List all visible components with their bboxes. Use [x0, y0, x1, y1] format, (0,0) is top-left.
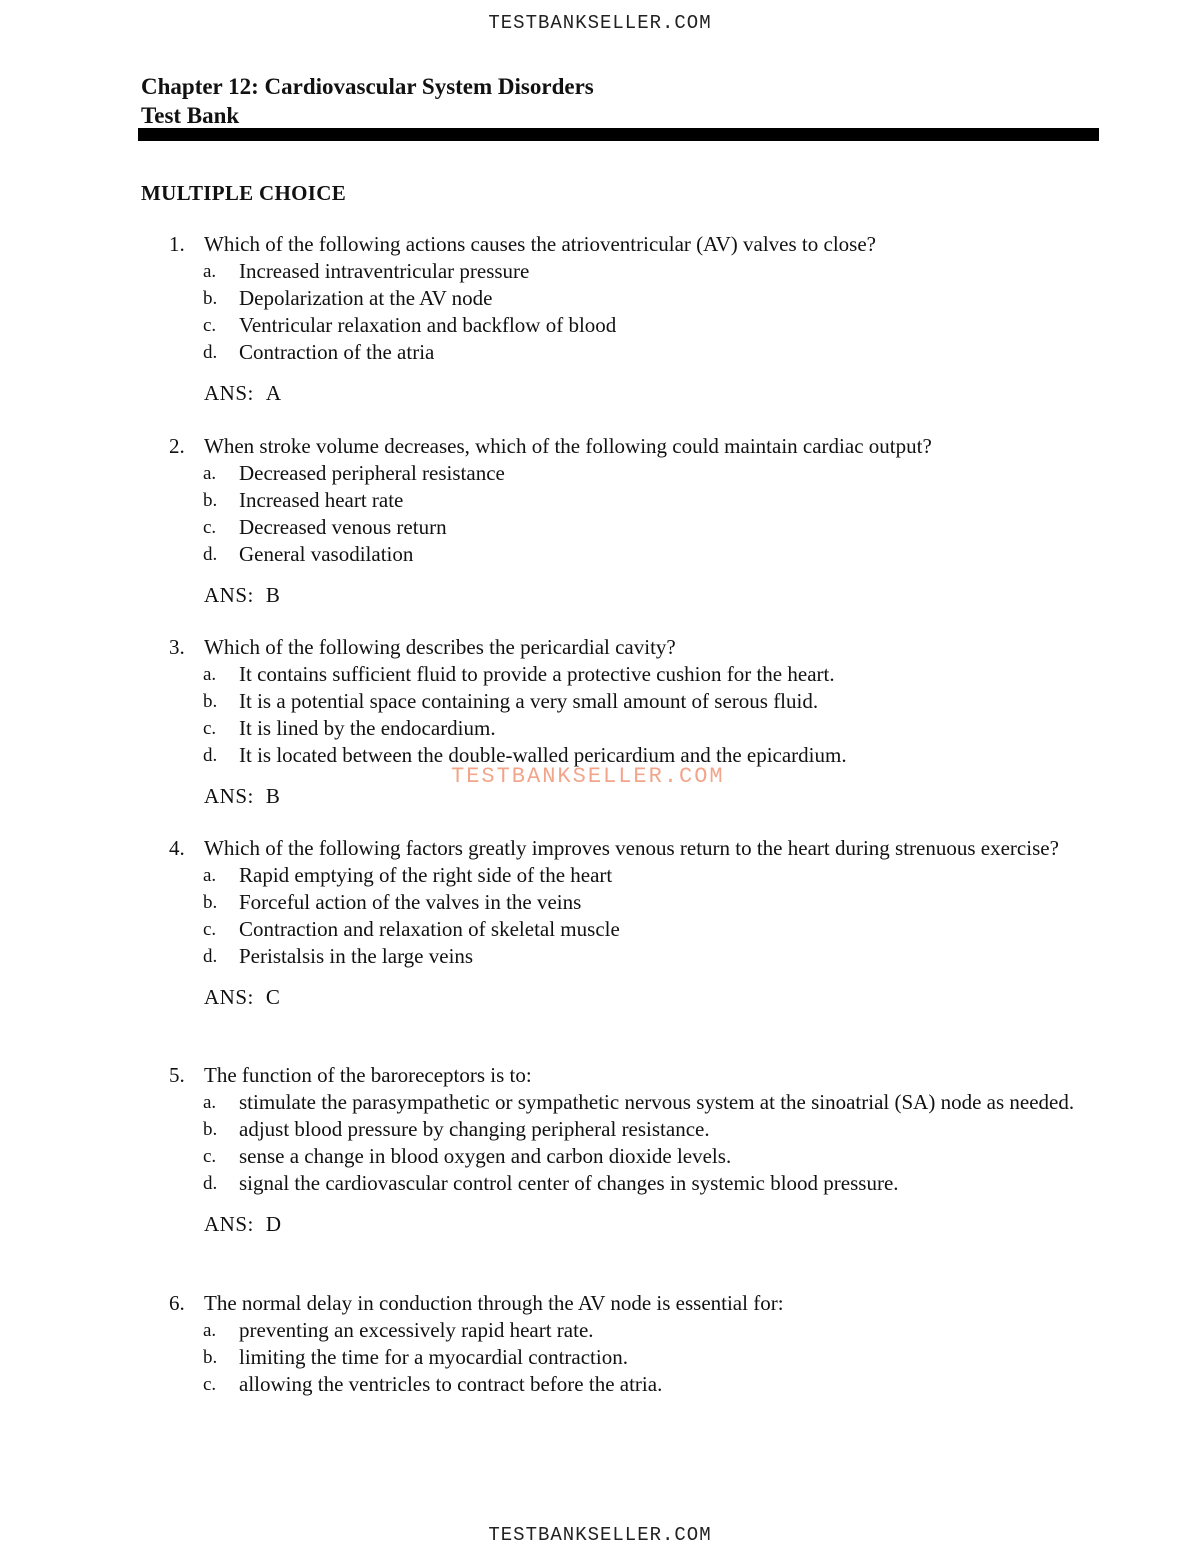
option-text: Decreased venous return: [239, 515, 447, 539]
question-number: 1.: [169, 232, 185, 256]
option-letter: d.: [203, 1173, 218, 1194]
option-text: preventing an excessively rapid heart rate.: [239, 1318, 594, 1342]
option-text: Rapid emptying of the right side of the heart: [239, 863, 613, 887]
option-a: [165, 1317, 1085, 1344]
answer-value: C: [265, 985, 281, 1009]
option-c: [165, 916, 1085, 943]
option-letter: c.: [203, 315, 217, 336]
watermark: TESTBANKSELLER.COM: [451, 764, 725, 789]
option-text: It is a potential space containing a very small amount of serous fluid.: [239, 689, 819, 713]
option-letter: b.: [203, 1347, 218, 1368]
option-letter: c.: [203, 919, 217, 940]
document-header: [141, 72, 1101, 130]
option-text: Decreased peripheral resistance: [239, 461, 505, 485]
question-5: [165, 1062, 1085, 1238]
option-letter: b.: [203, 1119, 218, 1140]
option-text: allowing the ventricles to contract before the atria.: [239, 1372, 663, 1396]
option-a: [165, 661, 1085, 688]
answer-line: [165, 582, 1085, 609]
option-letter: a.: [203, 1320, 217, 1341]
option-text: It is located between the double-walled pericardium and the epicardium.: [239, 743, 847, 767]
question-4: [165, 835, 1085, 1011]
option-letter: a.: [203, 664, 217, 685]
option-letter: b.: [203, 490, 218, 511]
answer-label: ANS:: [204, 784, 254, 808]
question-text: Which of the following factors greatly improves venous return to the heart during strenuous exercise?: [204, 836, 1059, 860]
option-text: Increased heart rate: [239, 488, 404, 512]
answer-label: ANS:: [204, 985, 254, 1009]
option-letter: c.: [203, 718, 217, 739]
option-text: limiting the time for a myocardial contraction.: [239, 1345, 628, 1369]
option-a: [165, 258, 1085, 285]
chapter-title: Chapter 12: Cardiovascular System Disorders: [141, 74, 594, 99]
question-text: When stroke volume decreases, which of the following could maintain cardiac output?: [204, 434, 932, 458]
option-c: [165, 514, 1085, 541]
option-text: sense a change in blood oxygen and carbon dioxide levels.: [239, 1144, 732, 1168]
question-text: The normal delay in conduction through the AV node is essential for:: [204, 1291, 784, 1315]
option-letter: d.: [203, 745, 218, 766]
option-text: Forceful action of the valves in the veins: [239, 890, 582, 914]
option-b: [165, 285, 1085, 312]
header-rule: [138, 128, 1099, 141]
answer-label: ANS:: [204, 1212, 254, 1236]
option-b: [165, 487, 1085, 514]
option-text: Depolarization at the AV node: [239, 286, 493, 310]
option-letter: c.: [203, 517, 217, 538]
answer-line: [165, 984, 1085, 1011]
option-letter: a.: [203, 865, 217, 886]
option-d: [165, 339, 1085, 366]
footer-site-mark: TESTBANKSELLER.COM: [488, 1524, 712, 1546]
option-text: Contraction of the atria: [239, 340, 435, 364]
answer-label: ANS:: [204, 381, 254, 405]
question-text: Which of the following actions causes the atrioventricular (AV) valves to close?: [204, 232, 876, 256]
answer-line: [165, 380, 1085, 407]
option-letter: b.: [203, 288, 218, 309]
question-6: [165, 1290, 1085, 1398]
option-letter: b.: [203, 892, 218, 913]
question-number: 3.: [169, 635, 185, 659]
question-text: The function of the baroreceptors is to:: [204, 1063, 532, 1087]
question-1: [165, 231, 1085, 407]
option-text: Increased intraventricular pressure: [239, 259, 530, 283]
option-c: [165, 1371, 1085, 1398]
answer-value: A: [265, 381, 282, 405]
option-b: [165, 688, 1085, 715]
question-number: 5.: [169, 1063, 185, 1087]
option-letter: d.: [203, 946, 218, 967]
question-2: [165, 433, 1085, 609]
question-number: 4.: [169, 836, 185, 860]
answer-line: [165, 1211, 1085, 1238]
option-a: [165, 862, 1085, 889]
option-a: [165, 460, 1085, 487]
option-text: General vasodilation: [239, 542, 414, 566]
question-number: 2.: [169, 434, 185, 458]
header-site-mark: TESTBANKSELLER.COM: [488, 12, 712, 34]
option-text: Peristalsis in the large veins: [239, 944, 474, 968]
option-letter: d.: [203, 342, 218, 363]
document-subtitle: Test Bank: [141, 103, 240, 128]
option-c: [165, 715, 1085, 742]
answer-value: B: [265, 784, 281, 808]
option-b: [165, 1116, 1085, 1143]
option-letter: a.: [203, 1092, 217, 1113]
option-d: [165, 1170, 1085, 1197]
option-c: [165, 1143, 1085, 1170]
option-letter: d.: [203, 544, 218, 565]
option-d: [165, 541, 1085, 568]
option-letter: c.: [203, 1374, 217, 1395]
option-letter: a.: [203, 463, 217, 484]
option-text: It is lined by the endocardium.: [239, 716, 496, 740]
section-heading: MULTIPLE CHOICE: [141, 181, 347, 205]
option-text: signal the cardiovascular control center of changes in systemic blood pressure.: [239, 1171, 899, 1195]
question-number: 6.: [169, 1291, 185, 1315]
option-letter: a.: [203, 261, 217, 282]
answer-value: B: [265, 583, 281, 607]
option-text: Contraction and relaxation of skeletal muscle: [239, 917, 620, 941]
option-c: [165, 312, 1085, 339]
option-a: [165, 1089, 1085, 1116]
option-letter: c.: [203, 1146, 217, 1167]
question-text: Which of the following describes the pericardial cavity?: [204, 635, 676, 659]
option-text: Ventricular relaxation and backflow of blood: [239, 313, 617, 337]
option-d: [165, 943, 1085, 970]
option-text: adjust blood pressure by changing peripheral resistance.: [239, 1117, 710, 1141]
option-text: It contains sufficient fluid to provide a protective cushion for the heart.: [239, 662, 835, 686]
option-b: [165, 1344, 1085, 1371]
option-letter: b.: [203, 691, 218, 712]
answer-label: ANS:: [204, 583, 254, 607]
option-text: stimulate the parasympathetic or sympathetic nervous system at the sinoatrial (SA) node as needed.: [239, 1090, 1075, 1114]
answer-value: D: [265, 1212, 282, 1236]
option-b: [165, 889, 1085, 916]
